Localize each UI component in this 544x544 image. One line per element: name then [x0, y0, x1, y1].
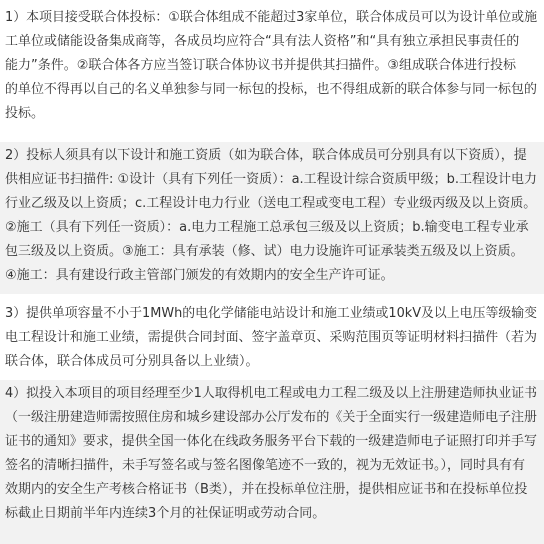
line-text: 工单位或储能设备集成商等，各成员均应符合“具有法人资格”和“具有独立承担民事责任的 — [5, 34, 520, 49]
paragraph-line — [5, 478, 538, 502]
line-text: 证书的通知》要求，提供全国一体化在线政务服务平台下载的一级建造师电子证照打印并手写 — [5, 434, 538, 449]
paragraph-line — [5, 454, 538, 478]
line-text: ②施工（具有下列任一资质）：a.电力工程施工总承包三级及以上资质；b.输变电工程专业承 — [5, 220, 529, 235]
paragraph-line — [5, 264, 538, 288]
line-text: 供相应证书扫描件: ①设计（具有下列任一资质）：a.工程设计综合资质甲级；b.工程设计电力 — [5, 172, 537, 187]
line-text: 4）拟投入本项目的项目经理至少1人取得机电工程或电力工程二级及以上注册建造师执业证书 — [5, 386, 537, 401]
line-text: 1）本项目接受联合体投标：①联合体组成不能超过3家单位，联合体成员可以为设计单位或施 — [5, 10, 537, 25]
paragraph-line — [5, 144, 538, 168]
line-text: 投标。 — [5, 106, 45, 121]
paragraph-line — [5, 302, 538, 326]
paragraph-line — [5, 216, 538, 240]
line-text: 联合体，联合体成员可分别具备以上业绩）。 — [5, 354, 259, 369]
paragraph-line — [5, 54, 538, 78]
line-text: 效期内的安全生产考核合格证书（B类），并在投标单位注册，提供相应证书和在投标单位投 — [5, 482, 528, 497]
line-text: （一级注册建造师需按照住房和城乡建设部办公厅发布的《关于全面实行一级建造师电子注册 — [5, 410, 538, 425]
paragraph-line — [5, 240, 538, 264]
paragraph-line — [5, 406, 538, 430]
paragraph-2 — [0, 142, 544, 294]
paragraph-line — [5, 78, 538, 102]
line-text: 电工程设计和施工业绩，需提供合同封面、签字盖章页、采购范围页等证明材料扫描件（若为 — [5, 330, 538, 345]
line-text: 能力”条件。②联合体各方应当签订联合体协议书并提供其扫描件。③组成联合体进行投标 — [5, 58, 517, 73]
paragraph-1 — [0, 6, 544, 126]
paragraph-line — [5, 350, 538, 374]
line-text: 签名的清晰扫描件，未手写签名或与签名图像笔迹不一致的，视为无效证书。），同时具有有 — [5, 458, 526, 473]
line-text: 标截止日期前半年内连续3个月的社保证明或劳动合同。 — [5, 506, 326, 521]
line-text: ④施工：具有建设行政主管部门颁发的有效期内的安全生产许可证。 — [5, 268, 394, 283]
line-text: 2）投标人须具有以下设计和施工资质（如为联合体，联合体成员可分别具有以下资质），提 — [5, 148, 527, 163]
paragraph-3 — [0, 302, 544, 374]
paragraph-4 — [0, 380, 544, 544]
paragraph-line — [5, 192, 538, 216]
paragraph-line — [5, 30, 538, 54]
line-text: 3）提供单项容量不小于1MWh的电化学储能电站设计和施工业绩或10kV及以上电压等级输变 — [5, 306, 537, 321]
paragraph-line — [5, 102, 538, 126]
paragraph-line — [5, 6, 538, 30]
line-text: 行业乙级及以上资质；c.工程设计电力行业（送电工程或变电工程）专业级丙级及以上资质。 — [5, 196, 537, 211]
paragraph-line — [5, 168, 538, 192]
paragraph-line — [5, 382, 538, 406]
line-text: 的单位不得再以自己的名义单独参与同一标包的投标，也不得组成新的联合体参与同一标包的 — [5, 82, 538, 97]
paragraph-line — [5, 430, 538, 454]
paragraph-line — [5, 326, 538, 350]
line-text: 包三级及以上资质。③施工：具有承装（修、试）电力设施许可证承装类五级及以上资质。 — [5, 244, 524, 259]
paragraph-line — [5, 502, 538, 526]
